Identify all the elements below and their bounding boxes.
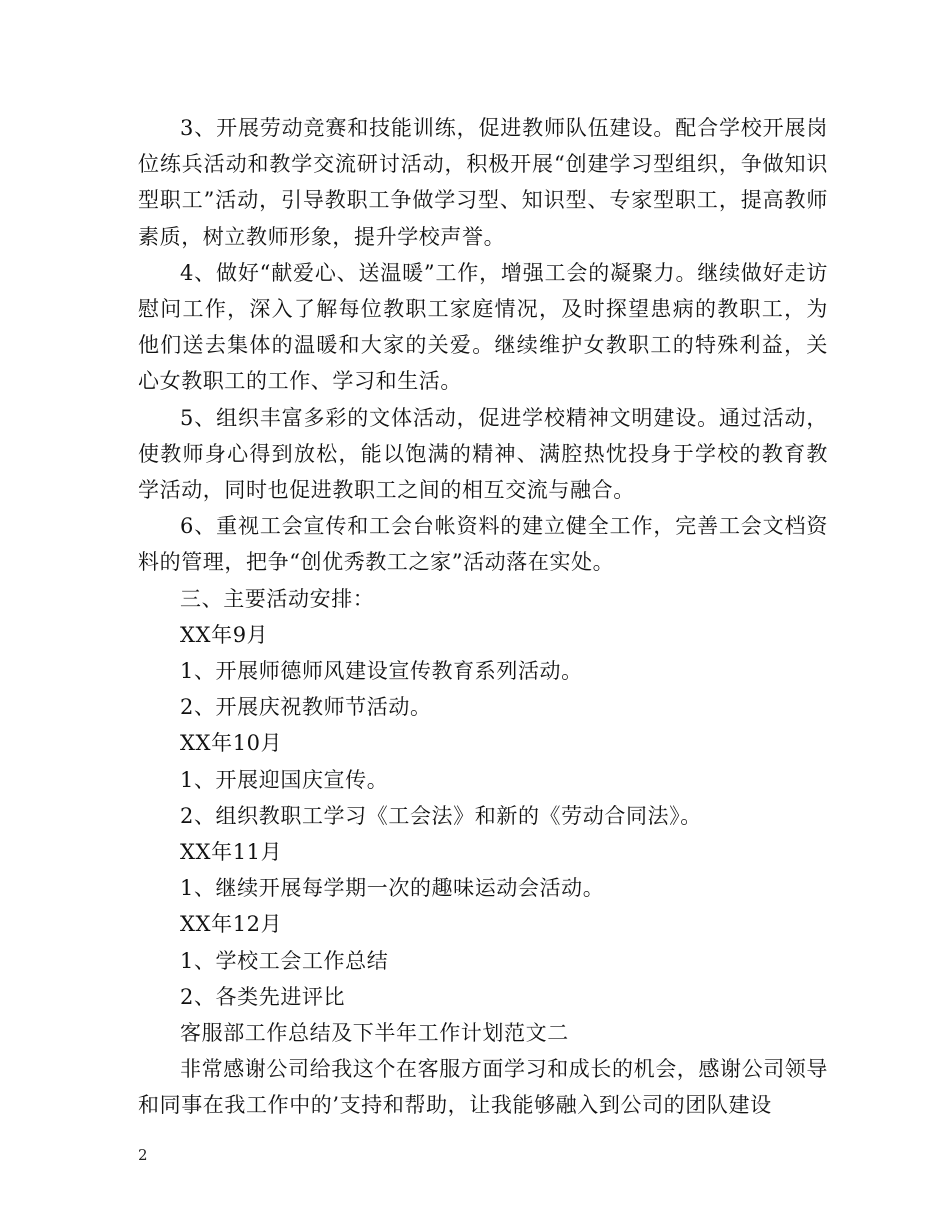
list-item: 2、组织教职工学习《工会法》和新的《劳动合同法》。: [180, 803, 702, 828]
paragraph-item-5: 5、组织丰富多彩的文体活动，促进学校精神文明建设。通过活动，使教师身心得到放松，能以饱满的精神、满腔热忱投身于学校的教育教学活动，同时也促进教职工之间的相互交流与融合。: [138, 405, 828, 503]
paragraph-item-6: 6、重视工会宣传和工会台帐资料的建立健全工作，完善工会文档资料的管理，把争“创优秀教工之家”活动落在实处。: [138, 514, 828, 575]
paragraph-item-4: 4、做好“献爱心、送温暖”工作，增强工会的凝聚力。继续做好走访慰问工作，深入了解每位教职工家庭情况，及时探望患病的教职工，为他们送去集体的温暖和大家的关爱。继续维护女教职工的特殊利益，关心女教职工的工作、学习和生活。: [138, 260, 828, 394]
list-item: 1、开展师德师风建设宣传教育系列活动。: [180, 659, 583, 684]
month-heading-december: XX年12月: [180, 912, 283, 937]
list-item: 1、学校工会工作总结: [180, 948, 389, 973]
list-item: 2、各类先进评比: [180, 984, 346, 1009]
list-item: 1、开展迎国庆宣传。: [180, 767, 389, 792]
month-heading-october: XX年10月: [180, 731, 283, 756]
month-heading-september: XX年9月: [180, 622, 269, 647]
document-body: [138, 110, 828, 1124]
list-item: 1、继续开展每学期一次的趣味运动会活动。: [180, 876, 605, 901]
section-heading-activities: 三、主要活动安排：: [180, 586, 375, 611]
closing-paragraph: 非常感谢公司给我这个在客服方面学习和成长的机会，感谢公司领导和同事在我工作中的’支持和帮助，让我能够融入到公司的团队建设: [138, 1057, 828, 1118]
list-item: 2、开展庆祝教师节活动。: [180, 695, 432, 720]
month-heading-november: XX年11月: [180, 840, 283, 865]
paragraph-item-3: 3、开展劳动竞赛和技能训练，促进教师队伍建设。配合学校开展岗位练兵活动和教学交流研讨活动，积极开展“创建学习型组织，争做知识型职工”活动，引导教职工争做学习型、知识型、专家型职工，提高教师素质，树立教师形象，提升学校声誉。: [138, 116, 828, 249]
section-title-sample-two: 客服部工作总结及下半年工作计划范文二: [180, 1021, 569, 1046]
page-number: 2: [138, 1146, 148, 1164]
